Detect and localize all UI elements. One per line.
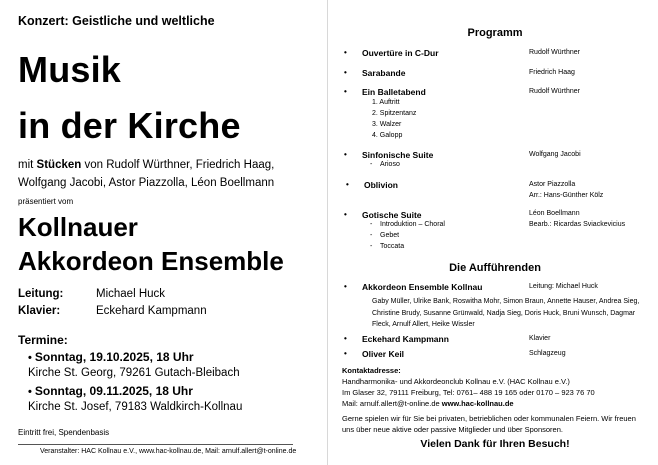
- ensemble-members: Gaby Müller, Ulrike Bank, Roswitha Mohr, Simon Braun, Annette Hauser, Andrea Sieg, Christine Brudy, Susanne Grünwald, Nadja Sieg, Doris Huck, Bruni Wunsch, Dagmar Fleck, Arnulf Allert, Heike Wissler: [372, 298, 640, 328]
- concert-subtitle: Konzert: Geistliche und weltliche: [18, 14, 215, 28]
- bullet-icon: •: [344, 210, 347, 219]
- website-link[interactable]: www.hac-kollnau.de: [441, 399, 514, 408]
- program-part: 1. Auftritt: [372, 99, 400, 106]
- performer-role: Klavier: [529, 335, 551, 342]
- contact-address: Im Glaser 32, 79111 Freiburg, Tel: 0761– 488 19 165 oder 0170 – 923 76 70: [342, 388, 595, 397]
- event-place: Kirche St. Josef, 79183 Waldkirch-Kollnau: [28, 401, 243, 413]
- fold-line: [327, 0, 328, 465]
- program-composer: Léon Boellmann: [529, 210, 580, 217]
- entry-note: Eintritt frei, Spendenbasis: [18, 428, 110, 437]
- performer-item: [344, 282, 483, 292]
- performer-name: Oliver Keil: [362, 349, 405, 359]
- invitation-text: Gerne spielen wir für Sie bei privaten, betrieblichen oder kommunalen Feiern. Wir freuen uns über neue aktive oder passive Mitglieder und über Sponsoren.: [342, 414, 636, 434]
- pieces-composers: von Rudolf Würthner, Friedrich Haag, Wolfgang Jacobi, Astor Piazzolla, Léon Boellmann: [18, 159, 275, 189]
- bullet-icon: •: [344, 150, 347, 159]
- program-item: [344, 48, 439, 58]
- event-date: [28, 384, 193, 398]
- program-title: Ouvertüre in C-Dur: [362, 48, 439, 58]
- role-name: Michael Huck: [96, 288, 166, 300]
- program-item: [344, 150, 434, 160]
- program-part: 2. Spitzentanz: [372, 110, 417, 117]
- title-line-2: in der Kirche: [18, 105, 241, 146]
- program-part: [370, 161, 400, 168]
- pieces-prefix: mit: [18, 159, 34, 171]
- bullet-icon: •: [344, 282, 347, 291]
- program-part-text: Arioso: [380, 161, 400, 168]
- contact-heading: Kontaktadresse:: [342, 366, 401, 375]
- dash-icon: -: [370, 232, 373, 239]
- role-leitung: [18, 288, 165, 300]
- pieces-bold: Stücken: [36, 159, 82, 171]
- bullet-icon: •: [344, 87, 347, 96]
- program-item: [344, 210, 422, 220]
- role-name: Eckehard Kampmann: [96, 305, 207, 317]
- program-part-text: Introduktion – Choral: [380, 221, 445, 228]
- program-part: [370, 232, 399, 239]
- program-arranger: Bearb.: Ricardas Sviackevicius: [529, 221, 626, 228]
- bullet-icon: •: [344, 349, 347, 358]
- event-date-text: Sonntag, 09.11.2025, 18 Uhr: [34, 384, 193, 398]
- bullet-icon: •: [344, 334, 347, 343]
- organizer-line: Veranstalter: HAC Kollnau e.V., www.hac-kollnau.de, Mail: arnulf.allert@t-online.de: [40, 448, 297, 455]
- program-item: [346, 180, 398, 190]
- program-item: [344, 68, 406, 78]
- bullet-icon: •: [344, 48, 347, 57]
- performers-heading: Die Aufführenden: [449, 262, 541, 274]
- program-part: 3. Walzer: [372, 121, 402, 128]
- dash-icon: -: [370, 161, 373, 168]
- bullet-icon: •: [344, 68, 347, 77]
- program-title: Ein Balletabend: [362, 87, 426, 97]
- ensemble-line-2: Akkordeon Ensemble: [18, 246, 284, 276]
- performer-name: Akkordeon Ensemble Kollnau: [362, 282, 483, 292]
- performer-role: Schlagzeug: [529, 350, 566, 357]
- dash-icon: -: [370, 221, 373, 228]
- thanks-message: Vielen Dank für Ihren Besuch!: [420, 438, 570, 450]
- title-line-1: Musik: [18, 49, 122, 90]
- presented-by: präsentiert vom: [18, 197, 74, 206]
- contact-web: [342, 399, 514, 408]
- ensemble-line-1: Kollnauer: [18, 212, 138, 242]
- program-part: [370, 243, 404, 250]
- dash-icon: -: [370, 243, 373, 250]
- performer-item: [344, 349, 405, 359]
- termine-heading: Termine:: [18, 333, 68, 347]
- program-composer: Astor Piazzolla: [529, 181, 576, 188]
- program-title: Sarabande: [362, 68, 406, 78]
- role-klavier: [18, 305, 207, 317]
- role-label: Leitung:: [18, 288, 64, 300]
- program-arranger: Arr.: Hans-Günther Kölz: [529, 192, 604, 199]
- program-part: 4. Galopp: [372, 132, 403, 139]
- contact-mail[interactable]: Mail: arnulf.allert@t-online.de: [342, 399, 440, 408]
- contact-club: Handharmonika- und Akkordeonclub Kollnau e.V. (HAC Kollnau e.V.): [342, 377, 570, 386]
- program-composer: Wolfgang Jacobi: [529, 151, 581, 158]
- bullet-icon: •: [346, 180, 349, 189]
- role-label: Klavier:: [18, 305, 61, 317]
- event-place: Kirche St. Georg, 79261 Gutach-Bleibach: [28, 367, 240, 379]
- program-part: [370, 221, 445, 228]
- program-composer: Friedrich Haag: [529, 69, 575, 76]
- program-heading: Programm: [467, 27, 523, 39]
- program-title: Sinfonische Suite: [362, 150, 434, 160]
- program-item: [344, 87, 426, 97]
- bullet-icon: •: [28, 386, 32, 398]
- performer-name: Eckehard Kampmann: [362, 334, 449, 344]
- performer-item: [344, 334, 449, 344]
- bullet-icon: •: [28, 352, 32, 364]
- program-composer: Rudolf Würthner: [529, 88, 580, 95]
- program-part-text: Toccata: [380, 243, 405, 250]
- program-title: Gotische Suite: [362, 210, 422, 220]
- program-composer: Rudolf Würthner: [529, 49, 580, 56]
- pieces-text: [18, 156, 318, 192]
- footer-divider: [18, 444, 293, 445]
- program-part-text: Gebet: [380, 232, 400, 239]
- event-date-text: Sonntag, 19.10.2025, 18 Uhr: [34, 350, 194, 364]
- program-title: Oblivion: [364, 180, 398, 190]
- event-date: [28, 350, 194, 364]
- performer-role: Leitung: Michael Huck: [529, 283, 598, 290]
